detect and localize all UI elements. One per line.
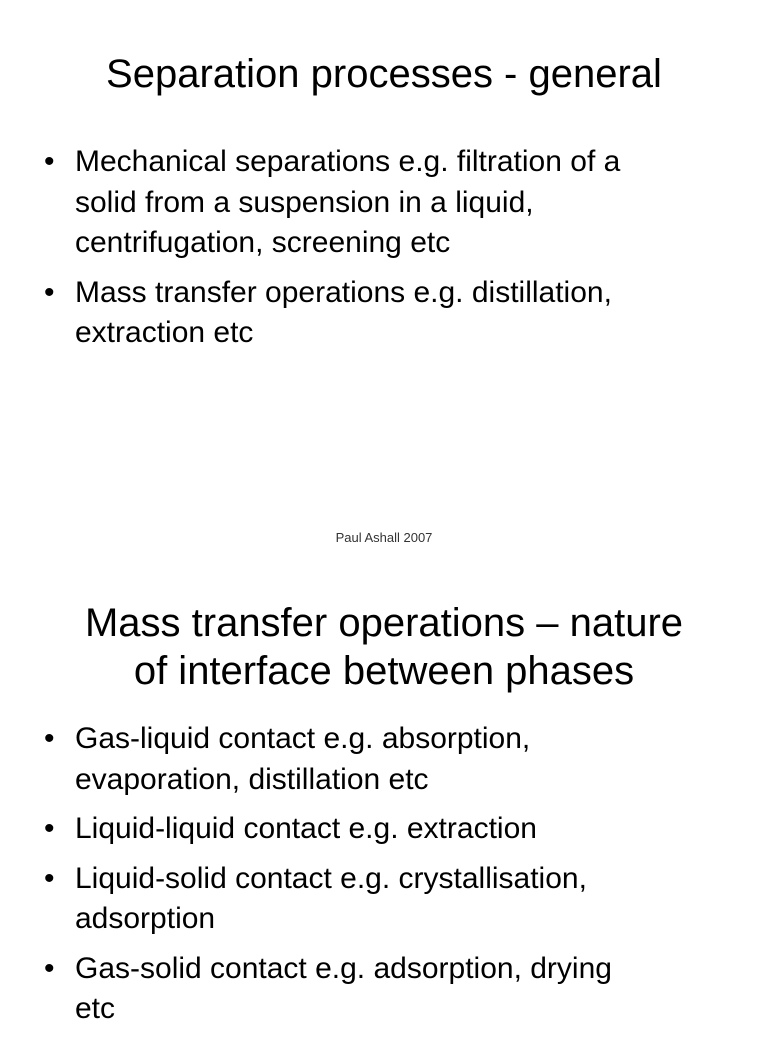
bullet-text-line: solid from a suspension in a liquid, (75, 185, 534, 219)
slide-title (0, 599, 768, 695)
bullet-dot-icon: • (44, 861, 55, 895)
slide-mass-transfer-interfaces (0, 555, 768, 1024)
bullet-text-line: Liquid-solid contact e.g. crystallisation, (75, 861, 587, 895)
bullet-dot-icon: • (44, 951, 55, 985)
bullet-item-gas-solid (44, 949, 744, 1030)
bullet-text-line: etc (75, 992, 116, 1025)
bullet-list (44, 142, 744, 363)
bullet-text-line: evaporation, distillation etc (75, 762, 429, 796)
bullet-text-line: Mechanical separations e.g. filtration of a (75, 145, 621, 178)
slide-title-line: of interface between phases (133, 649, 635, 693)
bullet-item-gas-liquid (44, 719, 744, 800)
bullet-item-mechanical-separations (44, 142, 744, 264)
bullet-text-line: extraction etc (75, 316, 254, 349)
bullet-text-line: centrifugation, screening etc (75, 226, 451, 259)
bullet-text-line: Liquid-liquid contact e.g. extraction (75, 812, 537, 845)
bullet-text-line: Gas-solid contact e.g. adsorption, drying (75, 951, 612, 985)
bullet-dot-icon: • (44, 145, 55, 178)
bullet-text-line: Gas-liquid contact e.g. absorption, (75, 722, 531, 755)
bullet-text-line: adsorption (75, 902, 216, 935)
slide-title: Separation processes - general (106, 52, 662, 96)
bullet-text-line: Mass transfer operations e.g. distillation, (75, 275, 612, 309)
bullet-item-mass-transfer-operations (44, 273, 744, 354)
bullet-item-liquid-liquid (44, 809, 744, 850)
bullet-dot-icon: • (44, 722, 55, 755)
bullet-dot-icon: • (44, 275, 55, 309)
slide-title-line: Mass transfer operations – nature (84, 601, 684, 645)
slide-footer-author: Paul Ashall 2007 (335, 530, 433, 545)
bullet-dot-icon: • (44, 812, 55, 845)
bullet-item-liquid-solid (44, 859, 744, 940)
bullet-list (44, 719, 744, 1039)
